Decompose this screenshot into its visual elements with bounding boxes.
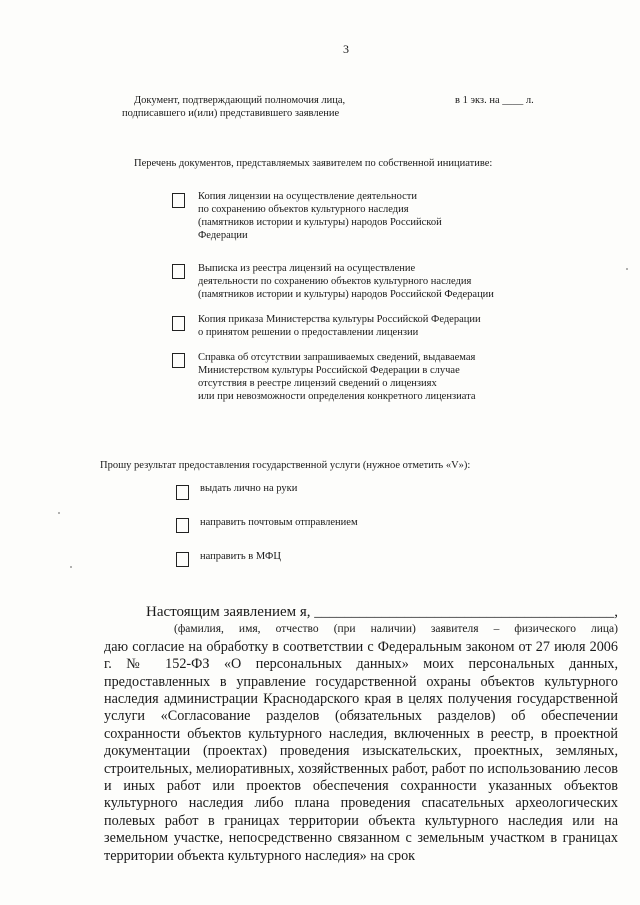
option-mfc: направить в МФЦ <box>200 551 281 562</box>
authority-doc-label-line1: Документ, подтверждающий полномочия лица, <box>134 95 346 106</box>
item-order-copy: Копия приказа Министерства культуры Российской Федерации о принятом решении о предоставлении лицензии <box>198 314 481 338</box>
option-by-mail: направить почтовым отправлением <box>200 517 358 528</box>
item-registry-extract: Выписка из реестра лицензий на осуществление деятельности по сохранению объектов культурного наследия (памятников истории и культуры) народов Российской Федерации <box>198 263 494 300</box>
checkbox-order-copy[interactable] <box>172 316 185 331</box>
scan-speck <box>626 268 628 270</box>
page-number: 3 <box>343 42 349 56</box>
item-absence-certificate: Справка об отсутствии запрашиваемых сведений, выдаваемая Министерством культуры Российской Федерации в случае отсутствия в реестре лицензий сведений о лицензиях или при невозможности определения конкретного лицензиата <box>198 352 476 402</box>
authority-doc-copies: в 1 экз. на ____ л. <box>455 95 534 106</box>
authority-doc-label <box>122 94 346 120</box>
consent-paragraph <box>104 604 618 865</box>
item-license-copy: Копия лицензии на осуществление деятельности по сохранению объектов культурного наследия (памятников истории и культуры) народов Российской Федерации <box>198 191 442 241</box>
option-in-person: выдать лично на руки <box>200 483 298 494</box>
authority-doc-label-line2: подписавшего и(или) представившего заявление <box>122 108 340 119</box>
scan-speck <box>58 512 60 514</box>
consent-intro-line: Настоящим заявлением я, ________________________________________, <box>146 604 619 620</box>
scan-speck <box>70 566 72 568</box>
initiative-list-heading: Перечень документов, представляемых заявителем по собственной инициативе: <box>134 158 493 169</box>
checkbox-absence-certificate[interactable] <box>172 353 185 368</box>
checkbox-in-person[interactable] <box>176 485 189 500</box>
checkbox-mfc[interactable] <box>176 552 189 567</box>
checkbox-license-copy[interactable] <box>172 193 185 208</box>
consent-body: даю согласие на обработку в соответствии с Федеральным законом от 27 июля 2006 г. № 152-ФЗ «О персональных данных» моих персональных данных, предоставленных в управление государственной охраны объектов культурного наследия администрации Краснодарского края в целях получения государственной услуги «Согласование разделов (обязательных разделов) об обеспечении сохранности объектов культурного наследия, включенных в реестр, в проектной документации (проектах) проведения изыскательских, проектных, земляных, строительных, мелиоративных, хозяйственных работ, работ по использованию лесов и иных работ или проектов обеспечения сохранности указанных объектов культурного наследия либо плана проведения спасательных археологических полевых работ в границах территории объекта культурного наследия или на земельном участке, непосредственно связанном с земельным участком в границах территории объекта культурного наследия» на срок <box>104 638 618 864</box>
checkbox-by-mail[interactable] <box>176 518 189 533</box>
result-heading: Прошу результат предоставления государственной услуги (нужное отметить «V»): <box>100 460 471 471</box>
consent-name-caption: (фамилия, имя, отчество (при наличии) заявителя – физического лица) <box>174 623 618 636</box>
checkbox-registry-extract[interactable] <box>172 264 185 279</box>
